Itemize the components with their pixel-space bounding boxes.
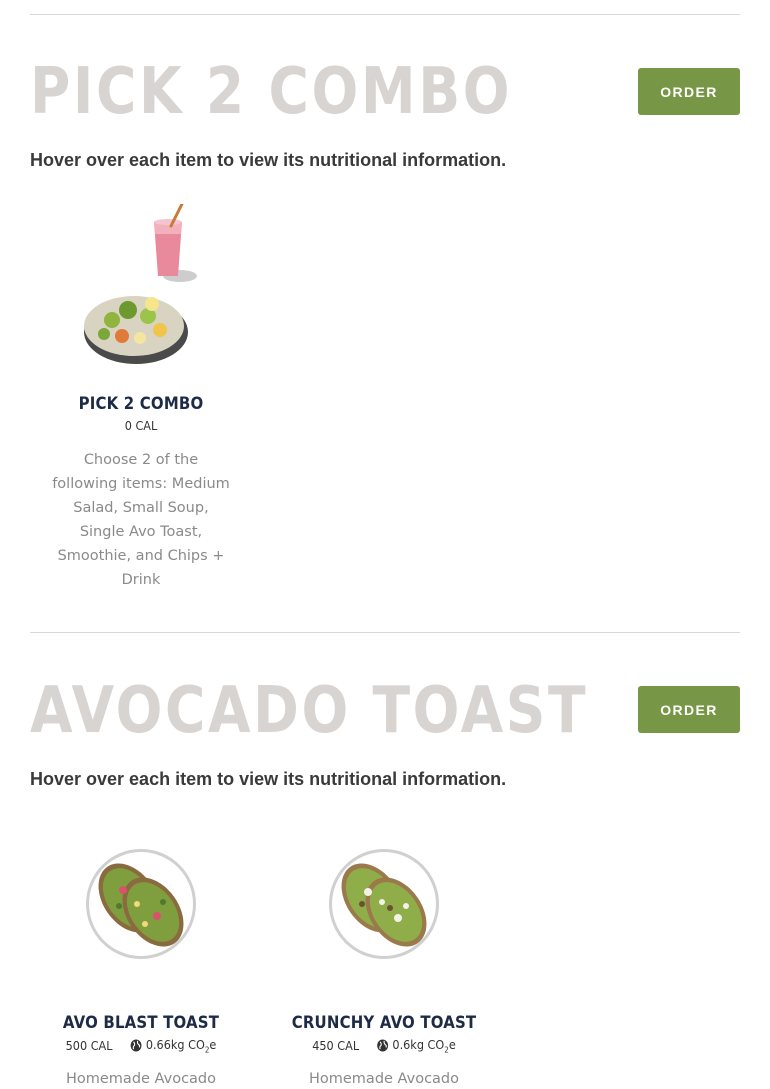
co2-subscript: 2 xyxy=(204,1045,210,1055)
order-button[interactable]: ORDER xyxy=(638,686,740,733)
item-description: Homemade Avocado xyxy=(308,1071,460,1087)
crunchy-avo-toast-image xyxy=(326,846,442,962)
item-calories: 0 CAL xyxy=(124,418,158,433)
menu-item-card[interactable] xyxy=(273,840,495,1089)
item-name: PICK 2 COMBO xyxy=(78,394,204,414)
globe-icon xyxy=(131,1039,143,1052)
co2-value: 0.6kg CO xyxy=(392,1037,445,1052)
nutrition-hint: Hover over each item to view its nutritional information. xyxy=(30,150,507,170)
avo-blast-toast-image xyxy=(83,846,199,962)
co2-suffix: e xyxy=(448,1037,456,1052)
co2-value: 0.66kg CO xyxy=(145,1037,205,1052)
item-co2 xyxy=(131,1037,217,1055)
menu-item-card[interactable] xyxy=(30,840,252,1089)
section-divider xyxy=(30,632,740,633)
order-button[interactable]: ORDER xyxy=(638,68,740,115)
item-meta xyxy=(41,1037,241,1055)
item-name: AVO BLAST TOAST xyxy=(62,1013,220,1033)
item-name: CRUNCHY AVO TOAST xyxy=(291,1013,477,1033)
co2-suffix: e xyxy=(209,1037,217,1052)
item-co2 xyxy=(377,1037,456,1055)
co2-subscript: 2 xyxy=(444,1045,449,1055)
nutrition-hint: Hover over each item to view its nutritional information. xyxy=(30,769,507,789)
item-meta xyxy=(41,418,241,433)
menu-item-card[interactable] xyxy=(30,200,252,588)
item-calories: 450 CAL xyxy=(312,1038,360,1054)
item-meta xyxy=(284,1037,484,1055)
item-description: Choose 2 of the following items: Medium Salad, Small Soup, Single Avo Toast, Smoothie, and Chips + Drink xyxy=(52,452,230,588)
section-title: AVOCADO TOAST xyxy=(30,674,589,748)
item-description: Homemade Avocado xyxy=(65,1071,217,1087)
globe-icon xyxy=(377,1039,389,1052)
combo-image xyxy=(78,204,208,374)
item-calories: 500 CAL xyxy=(65,1038,113,1054)
section-title: PICK 2 COMBO xyxy=(30,55,513,129)
top-divider xyxy=(30,14,740,15)
